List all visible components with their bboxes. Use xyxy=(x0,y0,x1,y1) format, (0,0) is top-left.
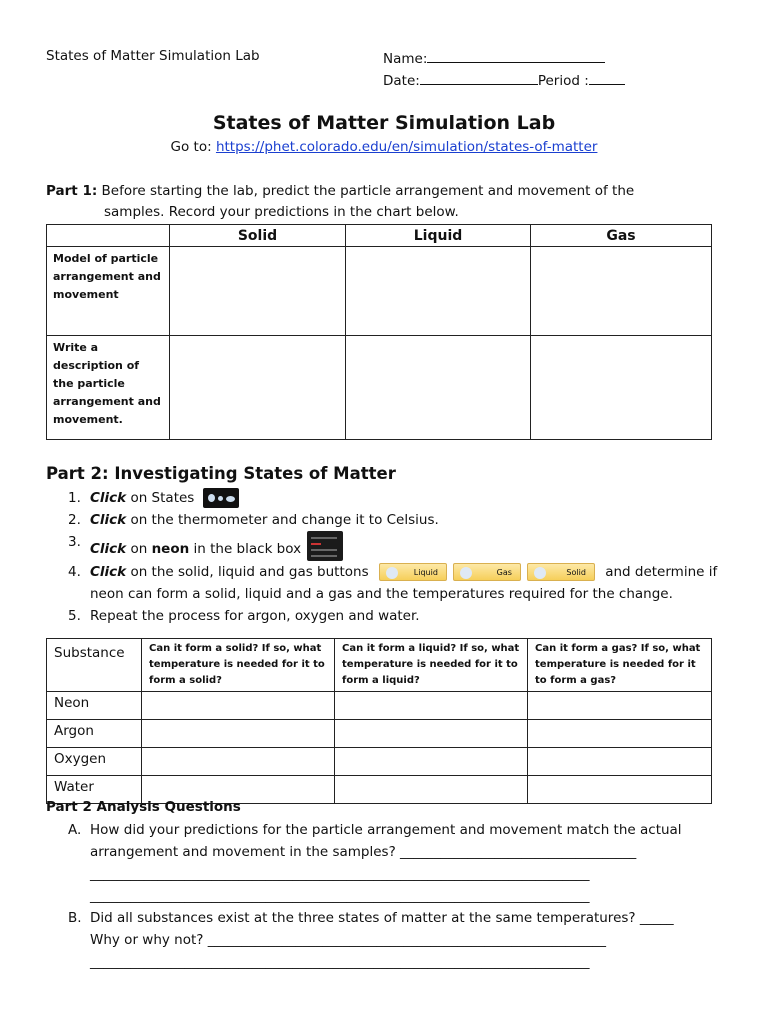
answer-cell[interactable] xyxy=(528,720,712,748)
prediction-cell[interactable] xyxy=(531,336,712,440)
prediction-cell[interactable] xyxy=(346,247,531,336)
question-label: A. xyxy=(68,822,82,838)
solid-question-header: Can it form a solid? If so, what temperature is needed for it to form a solid? xyxy=(142,639,335,692)
answer-line[interactable]: arrangement and movement in the samples? ___________________________________ xyxy=(90,844,637,860)
substance-argon: Argon xyxy=(47,720,142,748)
cloud-icon xyxy=(460,567,472,579)
prediction-row-label-model: Model of particle arrangement and movement xyxy=(47,247,170,336)
step-bold-word: neon xyxy=(151,541,190,557)
part2-steps xyxy=(68,487,748,627)
name-label: Name: xyxy=(383,51,428,67)
answer-cell[interactable] xyxy=(335,776,528,804)
step-2 xyxy=(68,509,748,531)
goto-line xyxy=(0,139,768,155)
answer-cell[interactable] xyxy=(335,692,528,720)
goto-label: Go to: xyxy=(170,139,216,155)
substance-water: Water xyxy=(47,776,142,804)
solid-button-image xyxy=(527,563,595,581)
prediction-row-label-description: Write a description of the particle arrangement and movement. xyxy=(47,336,170,440)
step-number: 4. xyxy=(68,564,81,580)
liquid-button-label: Liquid xyxy=(413,568,438,577)
question-a xyxy=(68,819,718,907)
answer-cell[interactable] xyxy=(528,748,712,776)
date-period-field[interactable] xyxy=(383,70,625,89)
step-text: on the solid, liquid and gas buttons xyxy=(126,564,369,580)
prediction-header-solid: Solid xyxy=(170,225,346,247)
question-label: B. xyxy=(68,910,82,926)
period-line[interactable] xyxy=(589,70,625,85)
solid-button-label: Solid xyxy=(566,568,586,577)
substance-neon: Neon xyxy=(47,692,142,720)
date-line[interactable] xyxy=(420,70,538,85)
part1-label: Part 1: xyxy=(46,183,98,199)
header-course-title: States of Matter Simulation Lab xyxy=(46,48,260,64)
page-title: States of Matter Simulation Lab xyxy=(212,112,556,134)
answer-line[interactable]: __________________________________________________________________________ xyxy=(90,866,590,882)
prediction-header-blank xyxy=(47,225,170,247)
prediction-cell[interactable] xyxy=(170,247,346,336)
prediction-header-gas: Gas xyxy=(531,225,712,247)
step-click-word: Click xyxy=(90,512,127,528)
gas-button-label: Gas xyxy=(496,568,512,577)
step-click-word: Click xyxy=(90,541,127,557)
date-label: Date: xyxy=(383,73,420,89)
simulation-link[interactable]: https://phet.colorado.edu/en/simulation/states-of-matter xyxy=(215,139,598,155)
answer-cell[interactable] xyxy=(335,748,528,776)
liquid-button-image xyxy=(379,563,447,581)
substance-header: Substance xyxy=(47,639,142,692)
prediction-cell[interactable] xyxy=(170,336,346,440)
answer-line[interactable]: Why or why not? ___________________________________________________________ xyxy=(90,932,606,948)
answer-cell[interactable] xyxy=(142,692,335,720)
step-number: 1. xyxy=(68,490,81,506)
droplet-icon xyxy=(386,567,398,579)
substance-table xyxy=(46,638,712,804)
prediction-cell[interactable] xyxy=(531,247,712,336)
gas-question-header: Can it form a gas? If so, what temperature is needed for it to form a gas? xyxy=(528,639,712,692)
liquid-question-header: Can it form a liquid? If so, what temperature is needed for it to form a liquid? xyxy=(335,639,528,692)
answer-cell[interactable] xyxy=(335,720,528,748)
name-field[interactable] xyxy=(383,48,605,67)
step-text: on xyxy=(126,541,152,557)
part1-text-cont: samples. Record your predictions in the chart below. xyxy=(104,204,459,220)
step-number: 3. xyxy=(68,534,81,550)
analysis-title: Part 2 Analysis Questions xyxy=(46,799,241,815)
part1-instructions xyxy=(46,181,726,223)
answer-cell[interactable] xyxy=(528,692,712,720)
prediction-table xyxy=(46,224,712,440)
part1-text: Before starting the lab, predict the particle arrangement and movement of the xyxy=(97,183,635,199)
step-text: on States xyxy=(126,490,195,506)
step-click-word: Click xyxy=(90,564,127,580)
step-number: 2. xyxy=(68,512,81,528)
step-number: 5. xyxy=(68,608,81,624)
question-b xyxy=(68,907,718,973)
name-line[interactable] xyxy=(427,48,605,63)
answer-line[interactable]: __________________________________________________________________________ xyxy=(90,888,590,904)
question-text: Did all substances exist at the three states of matter at the same temperatures? _____ xyxy=(90,910,674,926)
step-text: on the thermometer and change it to Celsius. xyxy=(126,512,439,528)
answer-cell[interactable] xyxy=(528,776,712,804)
step-click-word: Click xyxy=(90,490,127,506)
answer-line[interactable]: __________________________________________________________________________ xyxy=(90,954,590,970)
prediction-header-liquid: Liquid xyxy=(346,225,531,247)
question-text: How did your predictions for the particle arrangement and movement match the actual xyxy=(90,822,682,838)
prediction-cell[interactable] xyxy=(346,336,531,440)
part2-title: Part 2: Investigating States of Matter xyxy=(46,464,396,483)
step-text: and determine if xyxy=(600,564,718,580)
step-text: Repeat the process for argon, oxygen and water. xyxy=(90,608,420,624)
substance-oxygen: Oxygen xyxy=(47,748,142,776)
step-3 xyxy=(68,531,748,561)
answer-cell[interactable] xyxy=(142,720,335,748)
substance-box-icon xyxy=(307,531,343,561)
step-1 xyxy=(68,487,748,509)
step-4 xyxy=(68,561,748,605)
analysis-questions xyxy=(68,819,718,973)
step-5 xyxy=(68,605,748,627)
step-text: in the black box xyxy=(189,541,302,557)
answer-cell[interactable] xyxy=(142,748,335,776)
gas-button-image xyxy=(453,563,521,581)
states-tab-icon xyxy=(203,488,239,508)
period-label: Period : xyxy=(537,73,589,89)
ice-icon xyxy=(534,567,546,579)
step-text-cont: neon can form a solid, liquid and a gas and the temperatures required for the change. xyxy=(90,586,673,602)
